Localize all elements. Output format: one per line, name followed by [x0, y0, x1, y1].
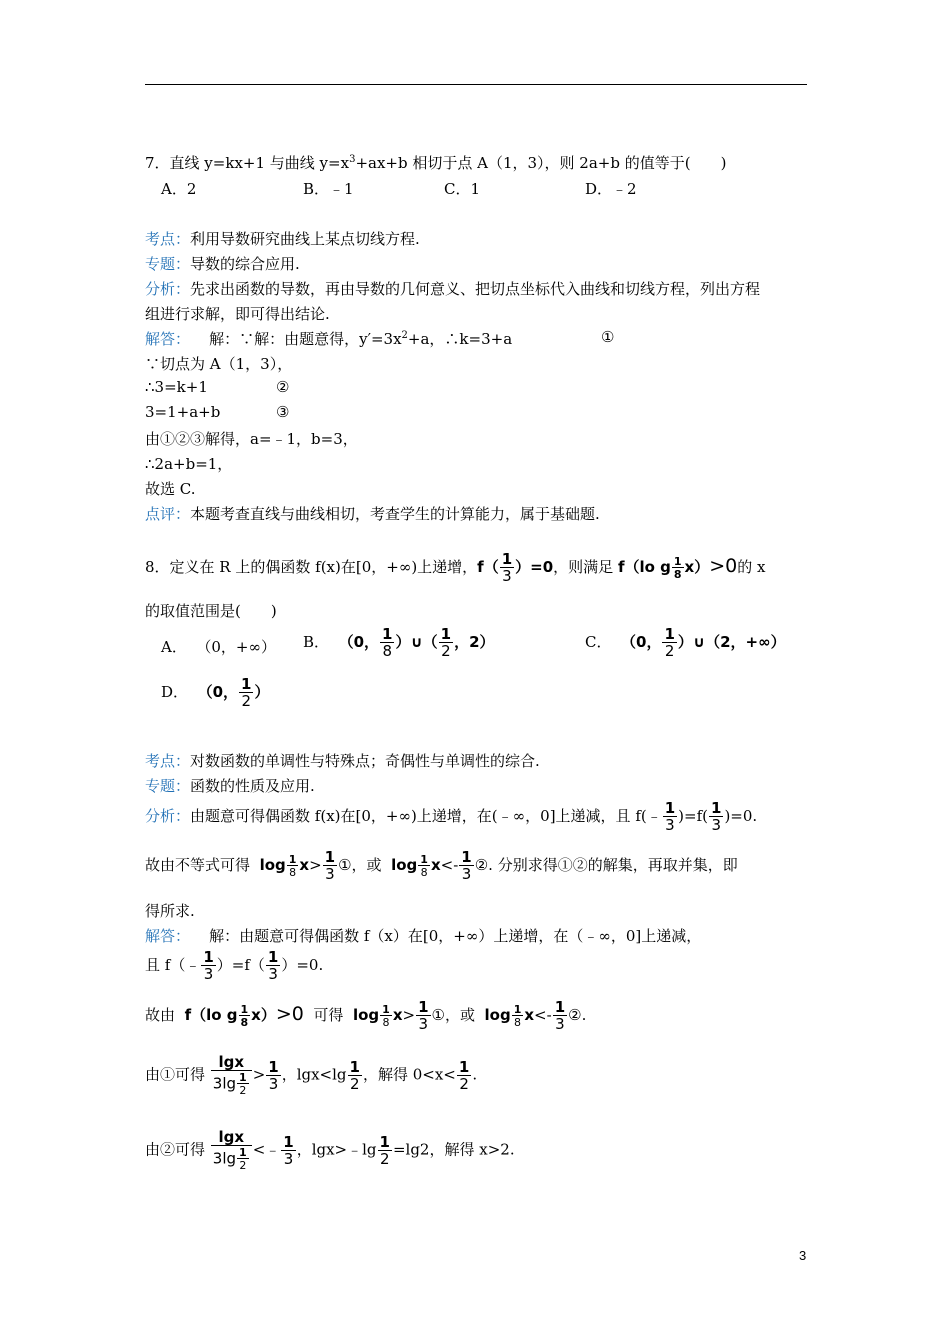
q7-circle-3: ③	[276, 403, 290, 421]
q7-jieda: 解答： 解：∵解：由题意得，$y'=3x^2+a$，∴k=3+a	[145, 330, 513, 348]
q7-dianping: 点评：本题考查直线与曲线相切，考查学生的计算能力，属于基础题.	[145, 505, 600, 523]
q7-fenxi: 分析：先求出函数的导数，再由导数的几何意义、把切点坐标代入曲线和切线方程，列出方程	[145, 280, 761, 298]
q8-fenxi-line3: 得所求.	[145, 902, 195, 920]
q7-option-a: A．2	[161, 180, 197, 198]
page-number: 3	[799, 1248, 807, 1263]
q8-option-d: D． （0， $\frac{1}{2}$ ）	[161, 675, 270, 710]
q7-option-c: C．1	[444, 180, 481, 198]
q7-option-d: D．﹣2	[585, 180, 637, 198]
q7-line-4: 3=1+a+b	[145, 403, 221, 421]
q7-line-3: ∴3=k+1	[145, 378, 208, 396]
q7-fenxi-line2: 组进行求解，即可得出结论.	[145, 305, 330, 323]
q8-stem-line2: 的取值范围是( )	[145, 602, 277, 620]
q8-fenxi-line2: 故由不等式可得 log $\frac{1}{8}$ x> $\frac{1}{3}$ ①，或 log $\frac{1}{8}$ x<- $\frac{1}{3}$ ②. 分别求得①②的解集，再取并集，即	[145, 848, 738, 883]
q7-line-5: 由①②③解得，a=﹣1，b=3，	[145, 430, 358, 448]
q8-stem: 8．定义在 R 上的偶函数 f(x)在[0，+∞)上递增，f（ $\frac{1}{3}$ ）=0，则满足 f（lo g $\frac{1}{8}$ x）>0的 x	[145, 550, 766, 585]
q7-line-2: ∵切点为 A（1，3），	[145, 355, 293, 373]
q8-jieda-line3: 故由 f（lo g $\frac{1}{8}$ x）>0 可得 log $\frac{1}{8}$ x> $\frac{1}{3}$ ①，或 log $\frac{1}{8}$ x<- $\frac{1}{3}$ ②.	[145, 998, 587, 1033]
header-rule	[145, 84, 807, 85]
q8-kaodian: 考点：对数函数的单调性与特殊点；奇偶性与单调性的综合.	[145, 752, 540, 770]
q8-zhuanti: 专题：函数的性质及应用.	[145, 777, 315, 795]
q8-option-a: A． （0，+∞）	[161, 638, 276, 656]
q7-line-7: 故选 C.	[145, 480, 196, 498]
q8-option-c: C． （0， $\frac{1}{2}$ ）∪（2，+∞）	[585, 625, 786, 660]
q7-kaodian: 考点：利用导数研究曲线上某点切线方程.	[145, 230, 420, 248]
q8-jieda-line5: 由②可得 lgx 3lg $\frac{1}{2}$ <﹣ $\frac{1}{3}$ ，lgx>﹣lg $\frac{1}{2}$ =lg2，解得 x>2.	[145, 1128, 515, 1172]
q8-jieda-line2: 且 f（﹣ $\frac{1}{3}$ ）=f（ $\frac{1}{3}$ ）=0.	[145, 948, 324, 983]
q7-zhuanti: 专题：导数的综合应用.	[145, 255, 300, 273]
q7-circle-1: ①	[601, 328, 615, 346]
q7-line-6: ∴2a+b=1，	[145, 455, 233, 473]
q8-jieda: 解答： 解：由题意可得偶函数 f（x）在[0，+∞）上递增，在（﹣∞，0]上递减，	[145, 927, 702, 945]
q8-jieda-line4: 由①可得 lgx 3lg $\frac{1}{2}$ > $\frac{1}{3}$ ，lgx<lg $\frac{1}{2}$ ，解得 0<x< $\frac{1}{2}$ .	[145, 1053, 478, 1097]
q7-option-b: B．﹣1	[303, 180, 354, 198]
q8-option-b: B． （0， $\frac{1}{8}$ ）∪（ $\frac{1}{2}$ ，2）	[303, 625, 495, 660]
q7-circle-2: ②	[276, 378, 290, 396]
q7-stem: 7．直线 y=kx+1 与曲线 $y=x^3+ax+b$ 相切于点 A（1，3），则 2a+b 的值等于( )	[145, 154, 727, 172]
q8-fenxi: 分析：由题意可得偶函数 f(x)在[0，+∞)上递增，在(﹣∞，0]上递减，且 f(﹣ $\frac{1}{3}$ )=f( $\frac{1}{3}$ )=0.	[145, 799, 758, 834]
